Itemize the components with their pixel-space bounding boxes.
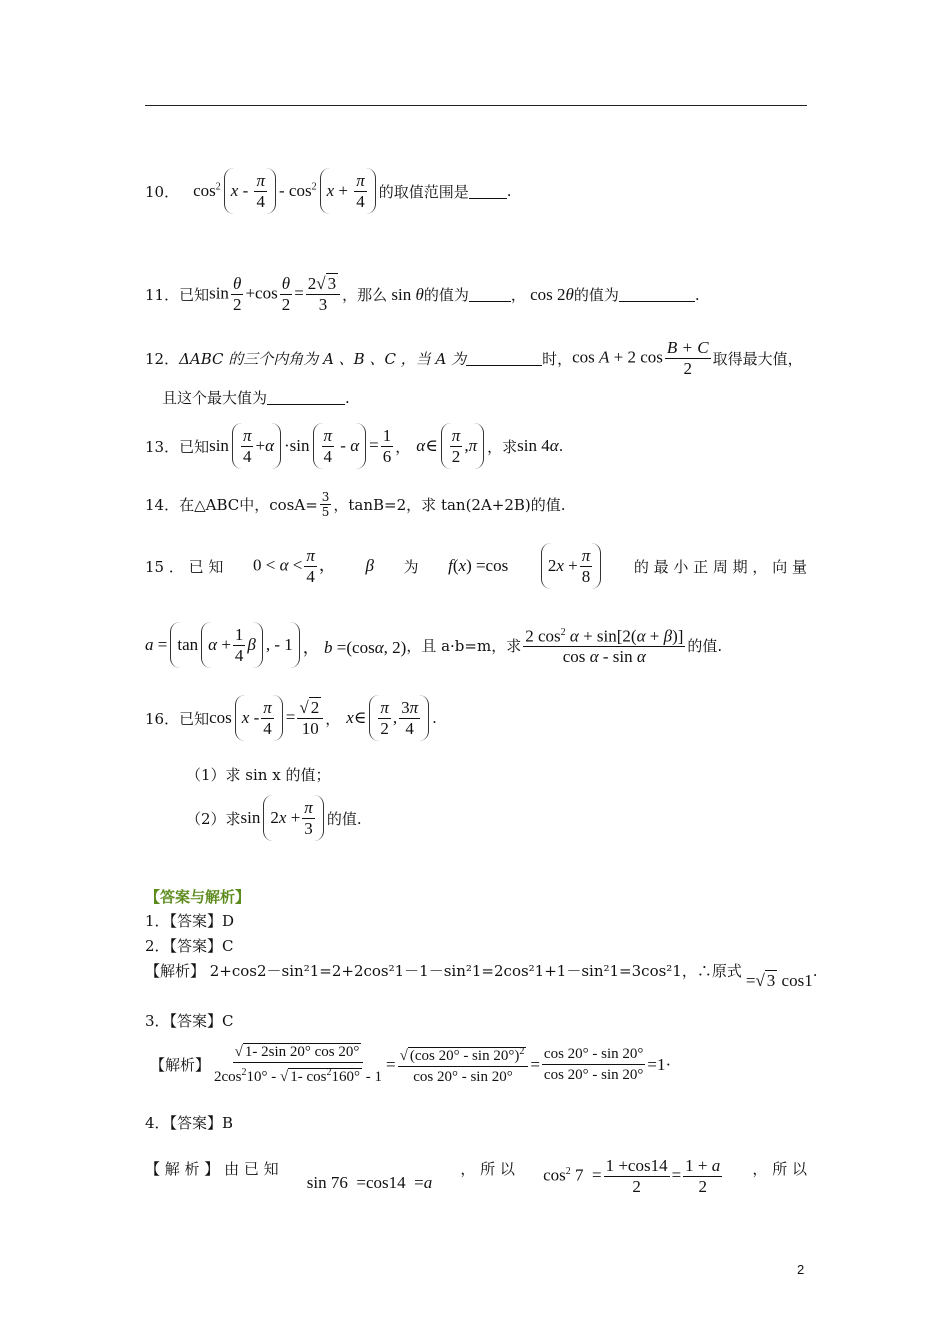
q11-end: . xyxy=(694,285,700,304)
question-12-line2 xyxy=(162,387,350,408)
question-11: 11．已知 sin $\frac{\theta}{2}$ +cos $\frac{\theta}{2}$ = $\frac{2√ 3}{3}$ ，那么 sin θ 的值为 ， cos 2θ 的值为 . xyxy=(145,274,700,314)
q-number: 11．已知 xyxy=(145,286,210,304)
a3-label: 【解析】 xyxy=(150,1056,211,1074)
answers-heading: 【答案与解析】 xyxy=(145,888,251,906)
question-10: 10． $\cos^2$ x - $\frac{\pi}{4}$ - $\cos^2$ x + $\frac{\pi}{4}$ 的取值范围是 . xyxy=(145,168,512,214)
question-13: 13．已知 sin $\frac{\pi}{4}$ + α ·sin $\frac{\pi}{4}$ - α = $\frac{1}{6}$ ， α ∈ $\frac{\pi}{2}$ , π ，求 sin 4α . xyxy=(145,423,563,469)
q15-text: 的 最 小 正 周 期 ， 向 量 xyxy=(633,557,807,576)
q13-text: ， xyxy=(395,437,411,456)
q14-text: ，tanB=2，求 tan(2A+2B)的值. xyxy=(333,496,566,514)
answer-2-explanation: 【解析】 2+cos2－sin²1=2+2cos²1－1－sin²1=2cos²1+1－sin²1=3cos²1，∴原式 =√ 3 cos1 . xyxy=(145,961,818,990)
q-number: 10． xyxy=(145,182,180,201)
a4-expl-text: 【 解 析 】 由 已 知 xyxy=(145,1160,279,1178)
q12-text: 时， xyxy=(542,350,573,368)
q16-end: . xyxy=(432,709,437,727)
answer-3-explanation: 【解析】 $\frac{√ 1- 2\sin 20^\circ \cos 20^\circ}{2\cos^210^\circ - √ 1- \cos^2160^\circ - 1}$ = $\frac{√ (\cos 20^\circ - \sin 20^\circ)^2}{\cos 20^\circ - \sin 20^\circ}$ = $\frac{\cos 20^\circ - \sin 20^\circ}{\cos 20^\circ - \sin 20^\circ}$ =1· xyxy=(150,1044,672,1085)
a2-expl-text: 【解析】 2+cos2－sin²1=2+2cos²1－1－sin²1=2cos²1+1－sin²1=3cos²1，∴原式 xyxy=(145,962,742,980)
question-16-sub1 xyxy=(186,764,330,785)
question-12: 12． ΔABC 的三个内角为 A 、B 、C ，当 A 为 时， cos A + 2 cos $\frac{B + C}{2}$ 取得最大值， xyxy=(145,338,803,378)
q-number: 13．已知 xyxy=(145,437,210,456)
q12-text: 取得最大值， xyxy=(712,350,803,368)
q-number: 15 ． 已 知 xyxy=(145,557,224,576)
q15-text: 为 xyxy=(403,557,419,576)
q12-text: 且这个最大值为 xyxy=(162,389,268,407)
question-16-sub2: （2）求 sin 2 x + $\frac{\pi}{3}$ 的值. xyxy=(186,795,362,841)
answer-2: 2．【答案】C xyxy=(145,937,234,955)
answer-4: 4．【答案】B xyxy=(145,1114,234,1132)
q-number: 12． xyxy=(145,350,180,368)
q12-text: ΔABC 的三个内角为 A 、B 、C ，当 A 为 xyxy=(179,350,467,368)
q-number: 16．已知 xyxy=(145,709,210,728)
q16-sub1-text: （1）求 sin x 的值； xyxy=(186,766,331,784)
a4-expl-text: ， 所 以 xyxy=(752,1160,807,1178)
question-16: 16．已知 cos x - $\frac{\pi}{4}$ = $\frac{√ 2}{10}$ ， x ∈ $\frac{\pi}{2}$ , $\frac{3\pi}{4}$ . xyxy=(145,695,437,741)
q11-text: ， xyxy=(510,286,526,304)
q11-text: 的值为 xyxy=(573,286,619,304)
q15-text: ，且 a·b=m，求 xyxy=(406,636,522,655)
question-15-line2: a = tan α + $\frac{1}{4}$ β , - 1 ， b =(cosα, 2) ，且 a·b=m，求 $\frac{2 \cos^2 \alpha + \sin[2(\alpha + \beta)]}{\text{cos α - sin α}}$ 的值. xyxy=(145,622,722,668)
q16-sub2-text: 的值. xyxy=(326,809,362,828)
q14-text: 14．在△ABC中，cosA= xyxy=(145,496,318,514)
q10-end: . xyxy=(506,182,512,200)
question-14 xyxy=(145,490,566,519)
q16-sub2-text: （2）求 xyxy=(186,809,241,828)
question-15: 15 ． 已 知 0 < α < $\frac{\pi}{4}$ ， β 为 f(x) =cos 2 x + $\frac{\pi}{8}$ 的 最 小 正 周 期 ， 向 量 xyxy=(145,543,807,589)
q13-text: ，求 xyxy=(487,437,518,456)
page-number: 2 xyxy=(797,1262,805,1277)
q13-end: . xyxy=(558,437,564,455)
q14-frac-den: 5 xyxy=(321,505,330,519)
answer-1: 1．【答案】D xyxy=(145,912,235,930)
q11-text: 的值为 xyxy=(423,286,469,304)
q12-end: . xyxy=(345,388,350,407)
a4-expl-text: ， 所 以 xyxy=(460,1160,515,1178)
q11-text: ，那么 xyxy=(342,286,388,304)
q15-text: 的值. xyxy=(687,636,723,655)
answer-4-explanation: 【 解 析 】 由 已 知 sin 76 =cos14 =a ， 所 以 $\cos^2 7$ = $\frac{1 +\cos 14}{2}$ = $\frac{1 + a}{2}$ ， 所 以 xyxy=(145,1156,807,1196)
q16-text: ， xyxy=(325,709,341,728)
q10-tail: 的取值范围是 xyxy=(378,182,469,201)
header-rule xyxy=(145,105,807,106)
q14-frac-num: 3 xyxy=(321,490,330,504)
answer-3: 3．【答案】C xyxy=(145,1012,234,1030)
